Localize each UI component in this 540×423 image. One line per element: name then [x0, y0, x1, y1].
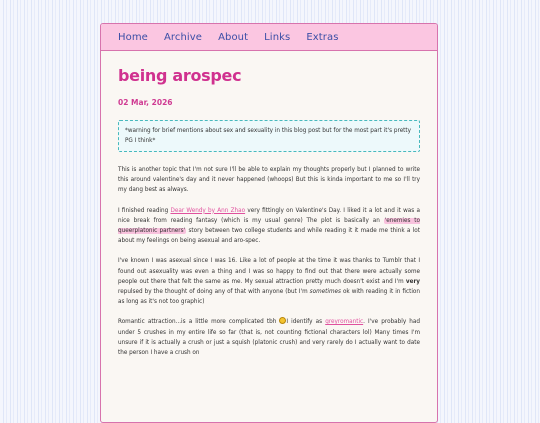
paragraph-4-text-a: Romantic attraction...is a little more complicated tbh	[118, 319, 280, 326]
book-link[interactable]: Dear Wendy by Ann Zhao	[170, 207, 246, 214]
paragraph-2-text-a: I finished reading	[118, 207, 171, 214]
emphasis-italic: sometimes	[309, 289, 341, 296]
nav-links[interactable]: Links	[264, 31, 291, 43]
greyromantic-link[interactable]: greyromantic	[325, 319, 364, 326]
paragraph-3-text-a: I've known I was asexual since I was 16. Like a lot of people at the time it was thanks to Tumblr that I found out asexuality was even a thing and I was so happy to find out that there were actually some people out there that felt the same as me. My sexual attraction pretty much doesn't exist and I'm	[118, 258, 420, 285]
paragraph-4-text-b: I identify as	[286, 319, 326, 326]
paragraph-1: This is another topic that I'm not sure I'll be able to explain my thoughts properly but I planned to write this around valentine's day and it never happened (whoops) But this is kinda important to me so I'll try my dang best as always.	[118, 167, 420, 194]
post-date: 02 Mar, 2026	[118, 98, 173, 107]
paragraph-4	[118, 317, 420, 358]
post-title: being arospec	[118, 66, 242, 85]
emphasis-bold: very	[405, 278, 420, 285]
content-warning-note: *warning for brief mentions about sex and sexuality in this blog post but for the most part it's pretty PG I think*	[118, 120, 420, 152]
paragraph-2-text-c: story between two college students and while reading it it made me think a lot about my feelings on being asexual and aro-spec.	[118, 228, 420, 245]
paragraph-3-text-b: repulsed by the thought of doing any of that with anyone (but I'm	[118, 289, 310, 296]
paragraph-4-text-c: . I've probably had under 5 crushes in my entire life so far (that is, not counting fictional characters lol) Many times I'm unsure if it is actually a crush or just a squish (platonic crush) and very rarely do I actually want to date the person I have a crush on	[118, 319, 421, 357]
nav-about[interactable]: About	[218, 31, 249, 43]
nav-archive[interactable]: Archive	[163, 31, 203, 43]
paragraph-3	[118, 256, 420, 307]
blog-page	[100, 23, 438, 423]
nav-extras[interactable]: Extras	[306, 31, 339, 43]
paragraph-2-text-b: very fittingly on Valentine's Day. I liked it a lot and it was a nice break from reading fantasy (which is my usual genre) The plot is basically an	[118, 207, 420, 224]
top-nav	[101, 24, 437, 51]
nav-home[interactable]: Home	[118, 31, 148, 43]
post-content	[101, 66, 437, 358]
highlighted-phrase: 'enemies to queerplatonic partners'	[118, 217, 420, 235]
paragraph-3-text-c: ok with reading it in fiction as long as it's not too graphic)	[118, 289, 420, 306]
paragraph-2	[118, 206, 420, 247]
